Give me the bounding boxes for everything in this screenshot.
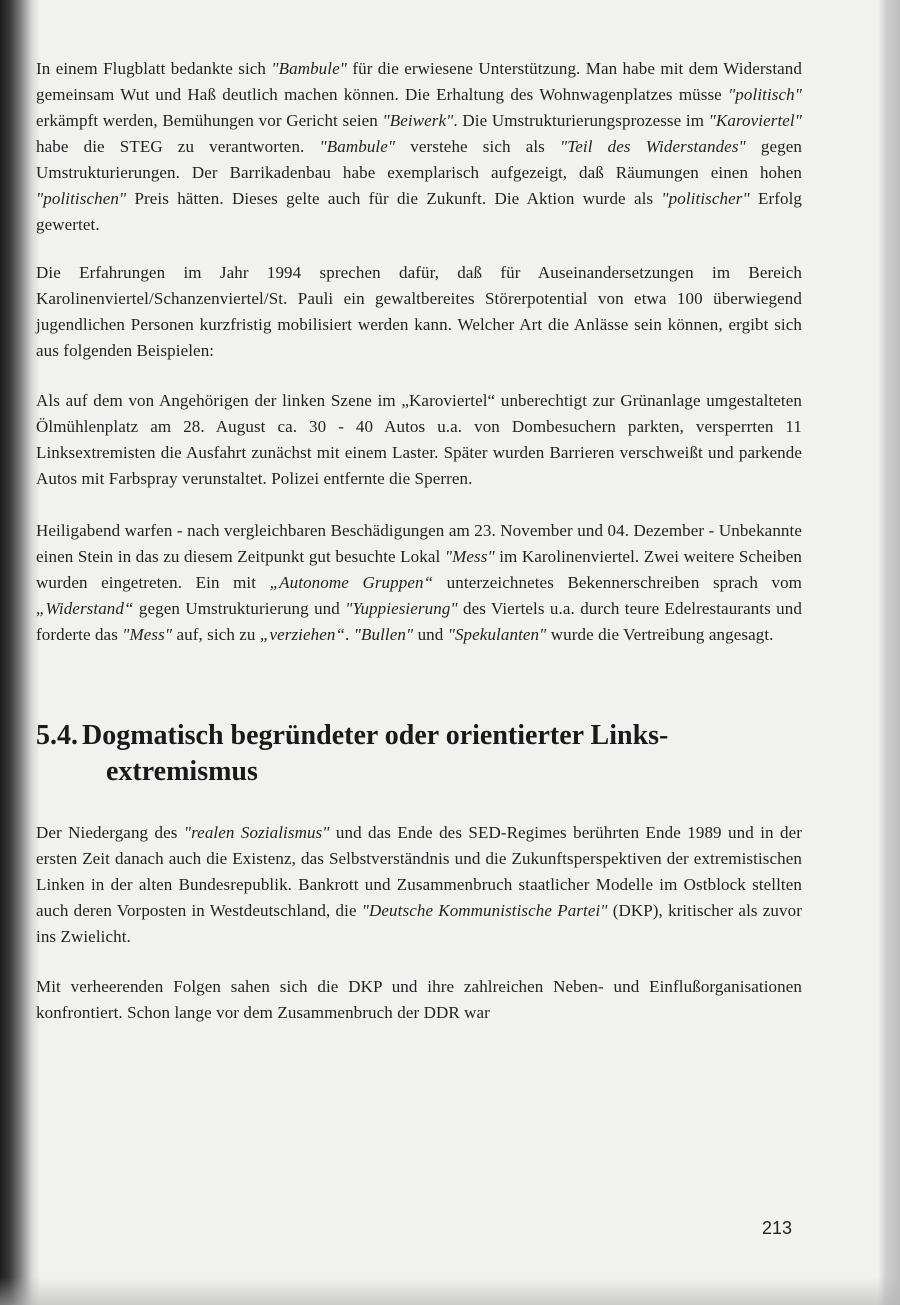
- quoted-term: "Spekulanten": [447, 625, 547, 644]
- text-run: Der Niedergang des: [36, 823, 184, 842]
- text-run: Heiligabend warfen - nach vergleichbaren Beschädigungen am 23. November und 04. Dezember - Unbekannte einen Stein in das zu diesem Zeitpunkt gut besuchte Lokal: [36, 521, 802, 566]
- quoted-term: „Autonome Gruppen“: [269, 573, 434, 592]
- paragraph-dkp-folgen: [36, 974, 802, 1026]
- text-run: auf, sich zu: [172, 625, 260, 644]
- text-run: . Die Umstrukturierungsprozesse im: [453, 111, 709, 130]
- quoted-term: "Bullen": [353, 625, 414, 644]
- text-run: und: [413, 625, 448, 644]
- text-run: Die Erfahrungen im Jahr 1994 sprechen dafür, daß für Auseinandersetzungen im Bereich Karolinenviertel/Schanzenviertel/St. Pauli ein gewaltbereites Störerpotential von etwa 100 überwiegend jugendlichen Personen kurzfristig mobilisiert werden kann. Welcher Art die Anlässe sein können, ergibt sich aus folgenden Beispielen:: [36, 263, 802, 360]
- quoted-term: "Deutsche Kommunistische Partei": [361, 901, 608, 920]
- quoted-term: "Mess": [444, 547, 495, 566]
- quoted-term: "Bambule": [319, 137, 396, 156]
- text-run: unterzeichnetes Bekennerschreiben sprach vom: [433, 573, 803, 592]
- quoted-term: „verziehen“: [259, 625, 346, 644]
- text-run: gegen Umstrukturierung und: [133, 599, 346, 618]
- section-title-line2: extremismus: [106, 756, 258, 787]
- text-run: habe die STEG zu verantworten.: [36, 137, 320, 156]
- quoted-term: "Karoviertel": [708, 111, 802, 130]
- text-run: (DKP), kritischer als zuvor ins Zwielicht.: [36, 901, 802, 946]
- quoted-term: "realen Sozialismus": [183, 823, 330, 842]
- paragraph-heiligabend-mess: [36, 518, 802, 648]
- text-run: gegen Umstrukturierungen. Der Barrikadenbau habe exemplarisch aufgezeigt, daß Räumungen einen hohen: [36, 137, 802, 182]
- paragraph-erfahrungen-1994: [36, 260, 802, 364]
- text-run: im Karolinenviertel. Zwei weitere Scheiben wurden eingetreten. Ein mit: [36, 547, 802, 592]
- section-heading: [36, 718, 802, 790]
- page-number: 213: [762, 1218, 793, 1238]
- quoted-term: "politischer": [661, 189, 750, 208]
- scan-right-edge: [878, 0, 900, 1305]
- text-run: verstehe sich als: [395, 137, 561, 156]
- paragraph-bambule-flugblatt: [36, 56, 802, 238]
- quoted-term: "Mess": [122, 625, 173, 644]
- section-number: 5.4.: [36, 720, 78, 751]
- document-page: [36, 56, 802, 1048]
- paragraph-niedergang-sozialismus: [36, 820, 802, 950]
- text-run: wurde die Vertreibung angesagt.: [546, 625, 774, 644]
- quoted-term: "Beiwerk": [382, 111, 454, 130]
- text-run: Mit verheerenden Folgen sahen sich die DKP und ihre zahlreichen Neben- und Einflußorganisationen konfrontiert. Schon lange vor dem Zusammenbruch der DDR war: [36, 977, 802, 1022]
- text-run: Als auf dem von Angehörigen der linken Szene im „Karoviertel“ unberechtigt zur Grünanlage umgestalteten Ölmühlenplatz am 28. August ca. 30 - 40 Autos u.a. von Dombesuchern parkten, versperrten 11 Linksextremisten die Ausfahrt zunächst mit einem Laster. Später wurden Barrieren verschweißt und parkende Autos mit Farbspray verunstaltet. Polizei entfernte die Sperren.: [36, 391, 802, 488]
- scan-binding-edge: [0, 0, 40, 1305]
- quoted-term: "Teil des Widerstandes": [560, 137, 746, 156]
- text-run: des Viertels u.a. durch teure Edelrestaurants und forderte das: [36, 599, 802, 644]
- text-run: erkämpft werden, Bemühungen vor Gericht seien: [36, 111, 383, 130]
- text-run: .: [345, 625, 354, 644]
- quoted-term: "Yuppiesierung": [345, 599, 458, 618]
- text-run: Preis hätten. Dieses gelte auch für die Zukunft. Die Aktion wurde als: [126, 189, 662, 208]
- text-run: für die erwiesene Unterstützung. Man habe mit dem Widerstand gemeinsam Wut und Haß deutlich machen können. Die Erhaltung des Wohnwagenplatzes müsse: [36, 59, 802, 104]
- quoted-term: "Bambule": [271, 59, 347, 78]
- quoted-term: "politischen": [36, 189, 127, 208]
- text-run: Erfolg gewertet.: [36, 189, 802, 234]
- quoted-term: „Widerstand“: [36, 599, 134, 618]
- quoted-term: "politisch": [728, 85, 802, 104]
- paragraph-oelmuehlenplatz: [36, 388, 802, 492]
- text-run: In einem Flugblatt bedankte sich: [36, 59, 272, 78]
- section-title-line1: Dogmatisch begründeter oder orientierter Links-: [82, 720, 669, 751]
- text-run: und das Ende des SED-Regimes berührten Ende 1989 und in der ersten Zeit danach auch die Existenz, das Selbstverständnis und die Zukunftsperspektiven der extremistischen Linken in der alten Bundesrepublik. Bankrott und Zusammenbruch staatlicher Modelle im Ostblock stellten auch deren Vorposten in Westdeutschland, die: [36, 823, 802, 920]
- scan-bottom-shadow: [0, 1277, 900, 1305]
